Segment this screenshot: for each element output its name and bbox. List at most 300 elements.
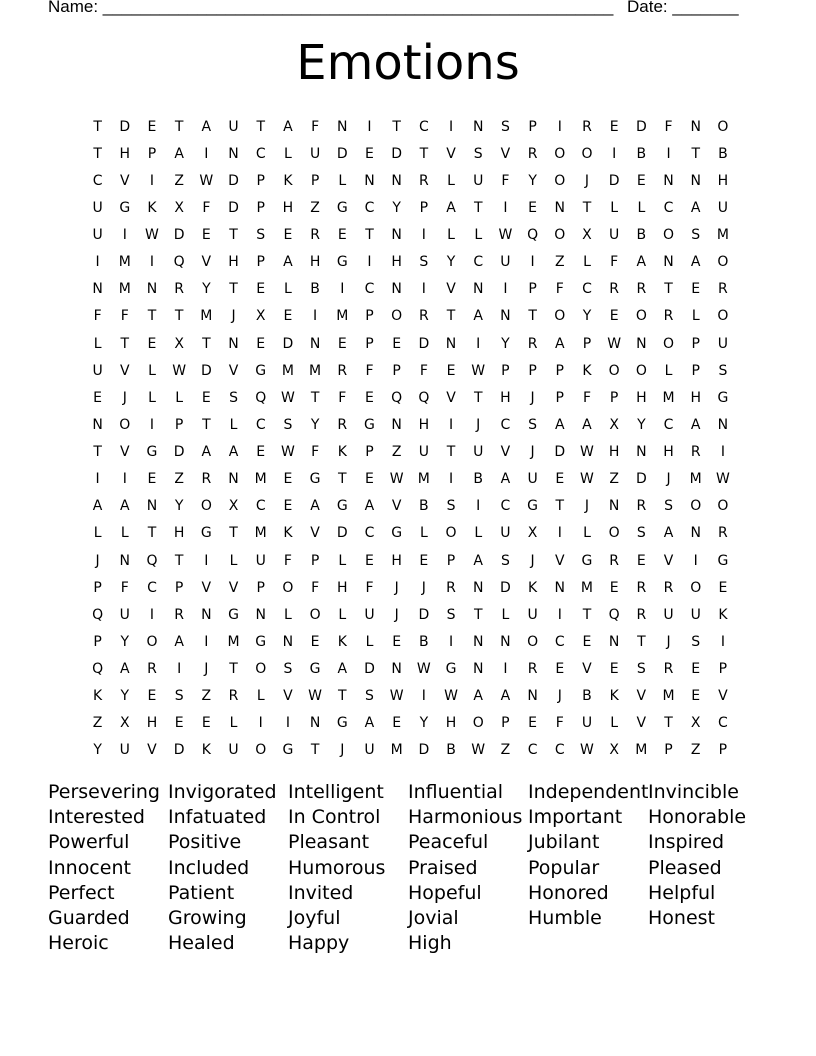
grid-letter: E (93, 389, 103, 406)
grid-letter: F (555, 281, 564, 298)
grid-letter: T (664, 715, 673, 732)
grid-letter: F (311, 444, 320, 461)
grid-letter: B (636, 145, 647, 162)
grid-letter: I (448, 633, 454, 650)
grid-letter: L (447, 172, 455, 189)
grid-letter: G (255, 633, 267, 650)
grid-letter: N (636, 444, 647, 461)
grid-letter: P (691, 362, 700, 379)
grid-letter: J (530, 389, 535, 406)
grid-letter: B (446, 742, 456, 759)
word-bank-item: Humble (528, 906, 602, 929)
grid-letter: T (582, 199, 592, 216)
grid-letter: I (367, 118, 372, 135)
word-bank-item: Humorous (288, 856, 386, 879)
grid-letter: T (147, 525, 157, 542)
grid-letter: P (582, 335, 592, 352)
grid-letter: P (555, 362, 564, 379)
word-bank-item: Guarded (48, 906, 130, 929)
grid-letter: T (120, 335, 130, 352)
grid-letter: U (609, 227, 620, 244)
grid-row (84, 167, 737, 194)
grid-letter: V (310, 525, 320, 542)
grid-letter: U (92, 227, 103, 244)
grid-letter: L (148, 389, 156, 406)
grid-letter: T (446, 308, 456, 325)
grid-letter: O (527, 633, 539, 650)
grid-letter: O (717, 254, 729, 271)
word-bank-item: Inspired (648, 831, 725, 854)
grid-letter: W (416, 661, 431, 678)
word-bank-item: Jubilant (528, 831, 600, 854)
grid-letter: D (391, 145, 403, 162)
grid-letter: R (147, 661, 157, 678)
grid-letter: A (473, 688, 483, 705)
grid-letter: E (365, 552, 374, 569)
grid-letter: F (555, 715, 564, 732)
grid-letter: E (636, 172, 646, 189)
grid-letter: N (201, 606, 212, 623)
grid-letter: C (418, 118, 429, 135)
grid-letter: N (472, 661, 484, 678)
grid-letter: P (93, 633, 102, 650)
grid-row (84, 276, 737, 303)
grid-letter: T (392, 118, 401, 135)
grid-letter: P (174, 579, 184, 596)
grid-letter: T (202, 416, 211, 433)
word-bank-item: Pleasant (288, 831, 370, 854)
word-bank-item: Popular (528, 856, 600, 879)
grid-letter: Y (528, 172, 537, 189)
grid-letter: E (147, 688, 157, 705)
grid-letter: W (715, 471, 730, 488)
grid-letter: F (202, 199, 211, 216)
word-bank-item: Peaceful (408, 831, 489, 854)
grid-letter: A (174, 633, 184, 650)
grid-letter: E (555, 471, 565, 488)
grid-letter: C (255, 416, 266, 433)
grid-letter: T (174, 308, 184, 325)
grid-letter: A (500, 688, 511, 705)
grid-row (84, 710, 737, 737)
grid-letter: N (663, 172, 674, 189)
grid-letter: L (583, 525, 591, 542)
grid-letter: L (284, 145, 292, 162)
grid-letter: N (500, 633, 511, 650)
grid-row (84, 249, 737, 276)
grid-letter: P (256, 579, 265, 596)
grid-letter: T (419, 145, 429, 162)
grid-letter: X (174, 335, 184, 352)
word-bank-item: Perfect (48, 881, 115, 904)
grid-letter: H (608, 444, 620, 461)
word-bank-item: Persevering (48, 781, 160, 803)
grid-letter: U (500, 525, 511, 542)
grid-row (84, 113, 737, 140)
word-bank-item: Influential (408, 781, 504, 803)
grid-letter: I (204, 145, 209, 162)
grid-letter: X (228, 498, 239, 515)
grid-letter: T (174, 552, 184, 569)
grid-letter: X (119, 715, 130, 732)
grid-letter: G (336, 498, 348, 515)
grid-letter: R (663, 661, 674, 678)
word-bank-item: Honest (648, 906, 715, 929)
grid-letter: G (445, 661, 457, 678)
grid-letter: N (228, 145, 239, 162)
grid-letter: D (200, 362, 212, 379)
grid-letter: M (309, 362, 322, 379)
grid-letter: E (528, 715, 538, 732)
grid-letter: D (228, 199, 239, 216)
grid-letter: M (254, 525, 267, 542)
grid-letter: Z (174, 172, 184, 189)
grid-letter: L (447, 227, 455, 244)
grid-letter: T (310, 389, 320, 406)
grid-letter: C (255, 498, 266, 515)
grid-letter: W (498, 227, 513, 244)
name-line: Name: ______________________________________________________ (48, 0, 614, 16)
grid-letter: R (174, 281, 185, 298)
grid-letter: Y (501, 335, 510, 352)
word-bank-item: Innocent (48, 856, 131, 879)
grid-letter: P (365, 308, 374, 325)
grid-row (84, 547, 737, 574)
grid-letter: C (364, 199, 375, 216)
grid-letter: K (93, 688, 103, 705)
grid-row (84, 601, 737, 628)
grid-letter: F (365, 579, 374, 596)
grid-letter: D (608, 172, 620, 189)
word-bank (48, 780, 768, 956)
grid-letter: C (500, 416, 511, 433)
grid-letter: R (663, 579, 674, 596)
grid-letter: M (118, 281, 131, 298)
grid-letter: L (229, 552, 238, 569)
grid-letter: O (554, 145, 566, 162)
grid-letter: J (530, 444, 535, 461)
grid-letter: I (421, 688, 426, 705)
word-bank-item: Growing (168, 906, 247, 929)
grid-letter: O (309, 606, 321, 623)
grid-letter: N (391, 281, 402, 298)
grid-letter: F (582, 389, 591, 406)
grid-row (84, 656, 737, 683)
grid-letter: A (636, 254, 647, 271)
grid-letter: Y (582, 308, 592, 325)
grid-row (84, 520, 737, 547)
grid-letter: G (717, 389, 729, 406)
grid-letter: U (309, 145, 321, 162)
grid-letter: U (418, 444, 429, 461)
grid-letter: B (419, 633, 429, 650)
grid-letter: E (365, 389, 374, 406)
grid-letter: G (309, 471, 321, 488)
grid-letter: C (718, 715, 728, 732)
grid-letter: L (284, 281, 292, 298)
grid-letter: J (231, 308, 236, 325)
grid-letter: K (283, 525, 293, 542)
grid-letter: N (717, 416, 729, 433)
grid-row (84, 439, 737, 466)
grid-letter: I (367, 254, 372, 271)
grid-row (84, 683, 737, 710)
grid-letter: I (313, 308, 318, 325)
grid-letter: R (690, 444, 701, 461)
grid-letter: U (364, 606, 375, 623)
grid-letter: F (338, 389, 347, 406)
grid-letter: K (283, 172, 293, 189)
grid-letter: W (607, 335, 622, 352)
grid-letter: D (500, 579, 511, 596)
word-bank-item: Patient (168, 881, 235, 904)
grid-letter: A (174, 145, 184, 162)
grid-letter: R (636, 606, 647, 623)
grid-letter: A (364, 715, 375, 732)
word-bank-item: Hopeful (408, 881, 482, 904)
grid-letter: D (282, 335, 294, 352)
grid-letter: O (472, 715, 484, 732)
grid-letter: E (691, 281, 701, 298)
grid-letter: U (473, 444, 484, 461)
grid-letter: X (255, 308, 266, 325)
grid-letter: T (473, 199, 483, 216)
grid-letter: I (612, 145, 617, 162)
grid-letter: L (610, 199, 619, 216)
word-bank-item: Honorable (648, 806, 747, 829)
grid-letter: N (472, 118, 484, 135)
grid-letter: I (204, 552, 209, 569)
grid-letter: K (528, 579, 538, 596)
grid-letter: E (446, 362, 456, 379)
grid-letter: G (146, 444, 158, 461)
grid-letter: J (666, 633, 671, 650)
grid-letter: A (582, 416, 592, 433)
grid-letter: L (474, 525, 483, 542)
grid-letter: A (364, 498, 375, 515)
grid-letter: W (444, 688, 458, 705)
grid-letter: A (446, 199, 456, 216)
grid-letter: A (473, 552, 483, 569)
grid-letter: U (690, 606, 701, 623)
word-bank-item: High (408, 932, 452, 955)
grid-letter: N (146, 281, 158, 298)
grid-letter: I (149, 416, 155, 433)
grid-letter: V (391, 498, 402, 515)
grid-letter: A (201, 444, 212, 461)
grid-letter: N (690, 118, 701, 135)
grid-letter: R (527, 661, 538, 678)
grid-letter: C (364, 281, 375, 298)
grid-letter: N (554, 199, 566, 216)
grid-letter: W (280, 389, 295, 406)
grid-letter: I (503, 661, 508, 678)
grid-letter: I (177, 661, 182, 678)
grid-letter: O (255, 742, 267, 759)
grid-letter: E (310, 633, 320, 650)
grid-letter: G (336, 715, 348, 732)
grid-letter: J (122, 389, 127, 406)
grid-letter: T (365, 227, 374, 244)
grid-letter: A (119, 498, 130, 515)
grid-row (84, 574, 737, 601)
grid-letter: E (609, 308, 619, 325)
grid-letter: B (582, 688, 592, 705)
grid-letter: U (581, 715, 593, 732)
grid-letter: N (472, 579, 484, 596)
grid-letter: P (718, 661, 728, 678)
grid-letter: E (201, 715, 211, 732)
grid-letter: P (93, 579, 102, 596)
grid-letter: E (337, 335, 347, 352)
grid-letter: M (417, 471, 430, 488)
grid-letter: F (283, 552, 292, 569)
grid-letter: V (446, 281, 456, 298)
grid-letter: T (582, 606, 592, 623)
grid-letter: Y (202, 281, 211, 298)
grid-letter: V (446, 389, 456, 406)
grid-row (84, 466, 737, 493)
grid-letter: R (418, 308, 429, 325)
grid-letter: N (608, 498, 620, 515)
grid-letter: P (419, 199, 429, 216)
grid-letter: K (337, 633, 347, 650)
grid-letter: N (92, 416, 103, 433)
grid-letter: E (528, 199, 538, 216)
grid-letter: Y (392, 199, 401, 216)
grid-letter: T (256, 118, 265, 135)
grid-letter: N (119, 552, 131, 569)
grid-letter: J (584, 172, 590, 189)
grid-row (84, 222, 737, 249)
grid-letter: D (635, 471, 647, 488)
grid-letter: S (446, 606, 456, 623)
grid-letter: G (200, 525, 212, 542)
grid-row (84, 140, 737, 167)
word-bank-item: Healed (168, 932, 235, 955)
grid-letter: E (147, 118, 157, 135)
grid-letter: H (282, 199, 294, 216)
grid-letter: Y (637, 416, 646, 433)
grid-letter: N (554, 579, 566, 596)
grid-letter: K (201, 742, 211, 759)
grid-letter: P (528, 118, 537, 135)
grid-letter: V (283, 688, 293, 705)
word-bank-item: Happy (288, 932, 350, 955)
grid-row (84, 493, 737, 520)
grid-letter: Y (120, 633, 130, 650)
grid-letter: L (175, 389, 184, 406)
grid-letter: T (338, 688, 347, 705)
grid-letter: V (554, 552, 565, 569)
grid-letter: S (500, 118, 510, 135)
grid-letter: L (419, 525, 428, 542)
grid-letter: O (200, 498, 212, 515)
grid-letter: P (446, 552, 456, 569)
grid-letter: I (448, 471, 454, 488)
grid-letter: F (610, 254, 619, 271)
grid-letter: I (557, 118, 562, 135)
grid-letter: A (663, 525, 674, 542)
grid-letter: D (418, 742, 430, 759)
grid-letter: V (636, 715, 647, 732)
grid-letter: T (691, 145, 700, 162)
grid-letter: J (421, 579, 426, 596)
grid-letter: T (202, 335, 211, 352)
grid-letter: W (580, 471, 594, 488)
grid-letter: N (364, 172, 375, 189)
grid-letter: H (146, 715, 158, 732)
grid-letter: P (256, 199, 265, 216)
word-bank-item: Pleased (648, 856, 722, 879)
grid-letter: K (718, 606, 728, 623)
grid-letter: E (392, 715, 402, 732)
grid-letter: I (720, 444, 725, 461)
grid-letter: C (582, 281, 592, 298)
grid-letter: P (392, 362, 401, 379)
grid-letter: M (281, 362, 294, 379)
grid-letter: F (419, 362, 428, 379)
grid-letter: N (282, 633, 294, 650)
grid-letter: V (228, 362, 239, 379)
grid-letter: O (391, 308, 403, 325)
grid-letter: E (283, 471, 293, 488)
grid-letter: T (229, 525, 238, 542)
grid-letter: A (554, 335, 565, 352)
grid-letter: Y (174, 498, 184, 515)
grid-letter: G (255, 362, 267, 379)
grid-letter: A (283, 254, 293, 271)
grid-letter: S (691, 633, 701, 650)
grid-letter: Q (92, 606, 104, 623)
grid-letter: U (255, 552, 266, 569)
grid-letter: M (336, 308, 349, 325)
grid-letter: H (119, 145, 131, 162)
grid-letter: H (173, 525, 185, 542)
grid-letter: P (718, 742, 728, 759)
worksheet-header (0, 0, 816, 19)
grid-letter: C (554, 633, 565, 650)
grid-letter: K (582, 362, 592, 379)
grid-letter: A (228, 444, 239, 461)
grid-letter: Y (93, 742, 102, 759)
grid-letter: R (201, 471, 212, 488)
grid-letter: I (530, 254, 535, 271)
grid-letter: R (527, 145, 538, 162)
grid-letter: M (716, 227, 729, 244)
grid-letter: H (391, 552, 402, 569)
grid-letter: L (148, 362, 156, 379)
grid-letter: T (147, 308, 157, 325)
grid-letter: T (229, 281, 238, 298)
grid-letter: F (120, 308, 129, 325)
grid-letter: M (662, 389, 675, 406)
grid-letter: E (582, 633, 592, 650)
grid-letter: L (229, 715, 238, 732)
grid-letter: N (309, 335, 321, 352)
grid-letter: X (690, 715, 701, 732)
grid-letter: D (418, 335, 430, 352)
grid-letter: B (310, 281, 320, 298)
grid-letter: S (691, 227, 701, 244)
grid-letter: E (392, 335, 402, 352)
page-title: Emotions (296, 35, 520, 91)
grid-letter: H (445, 715, 457, 732)
grid-letter: N (255, 606, 266, 623)
grid-letter: R (609, 281, 620, 298)
grid-letter: S (528, 416, 538, 433)
grid-letter: E (201, 389, 211, 406)
